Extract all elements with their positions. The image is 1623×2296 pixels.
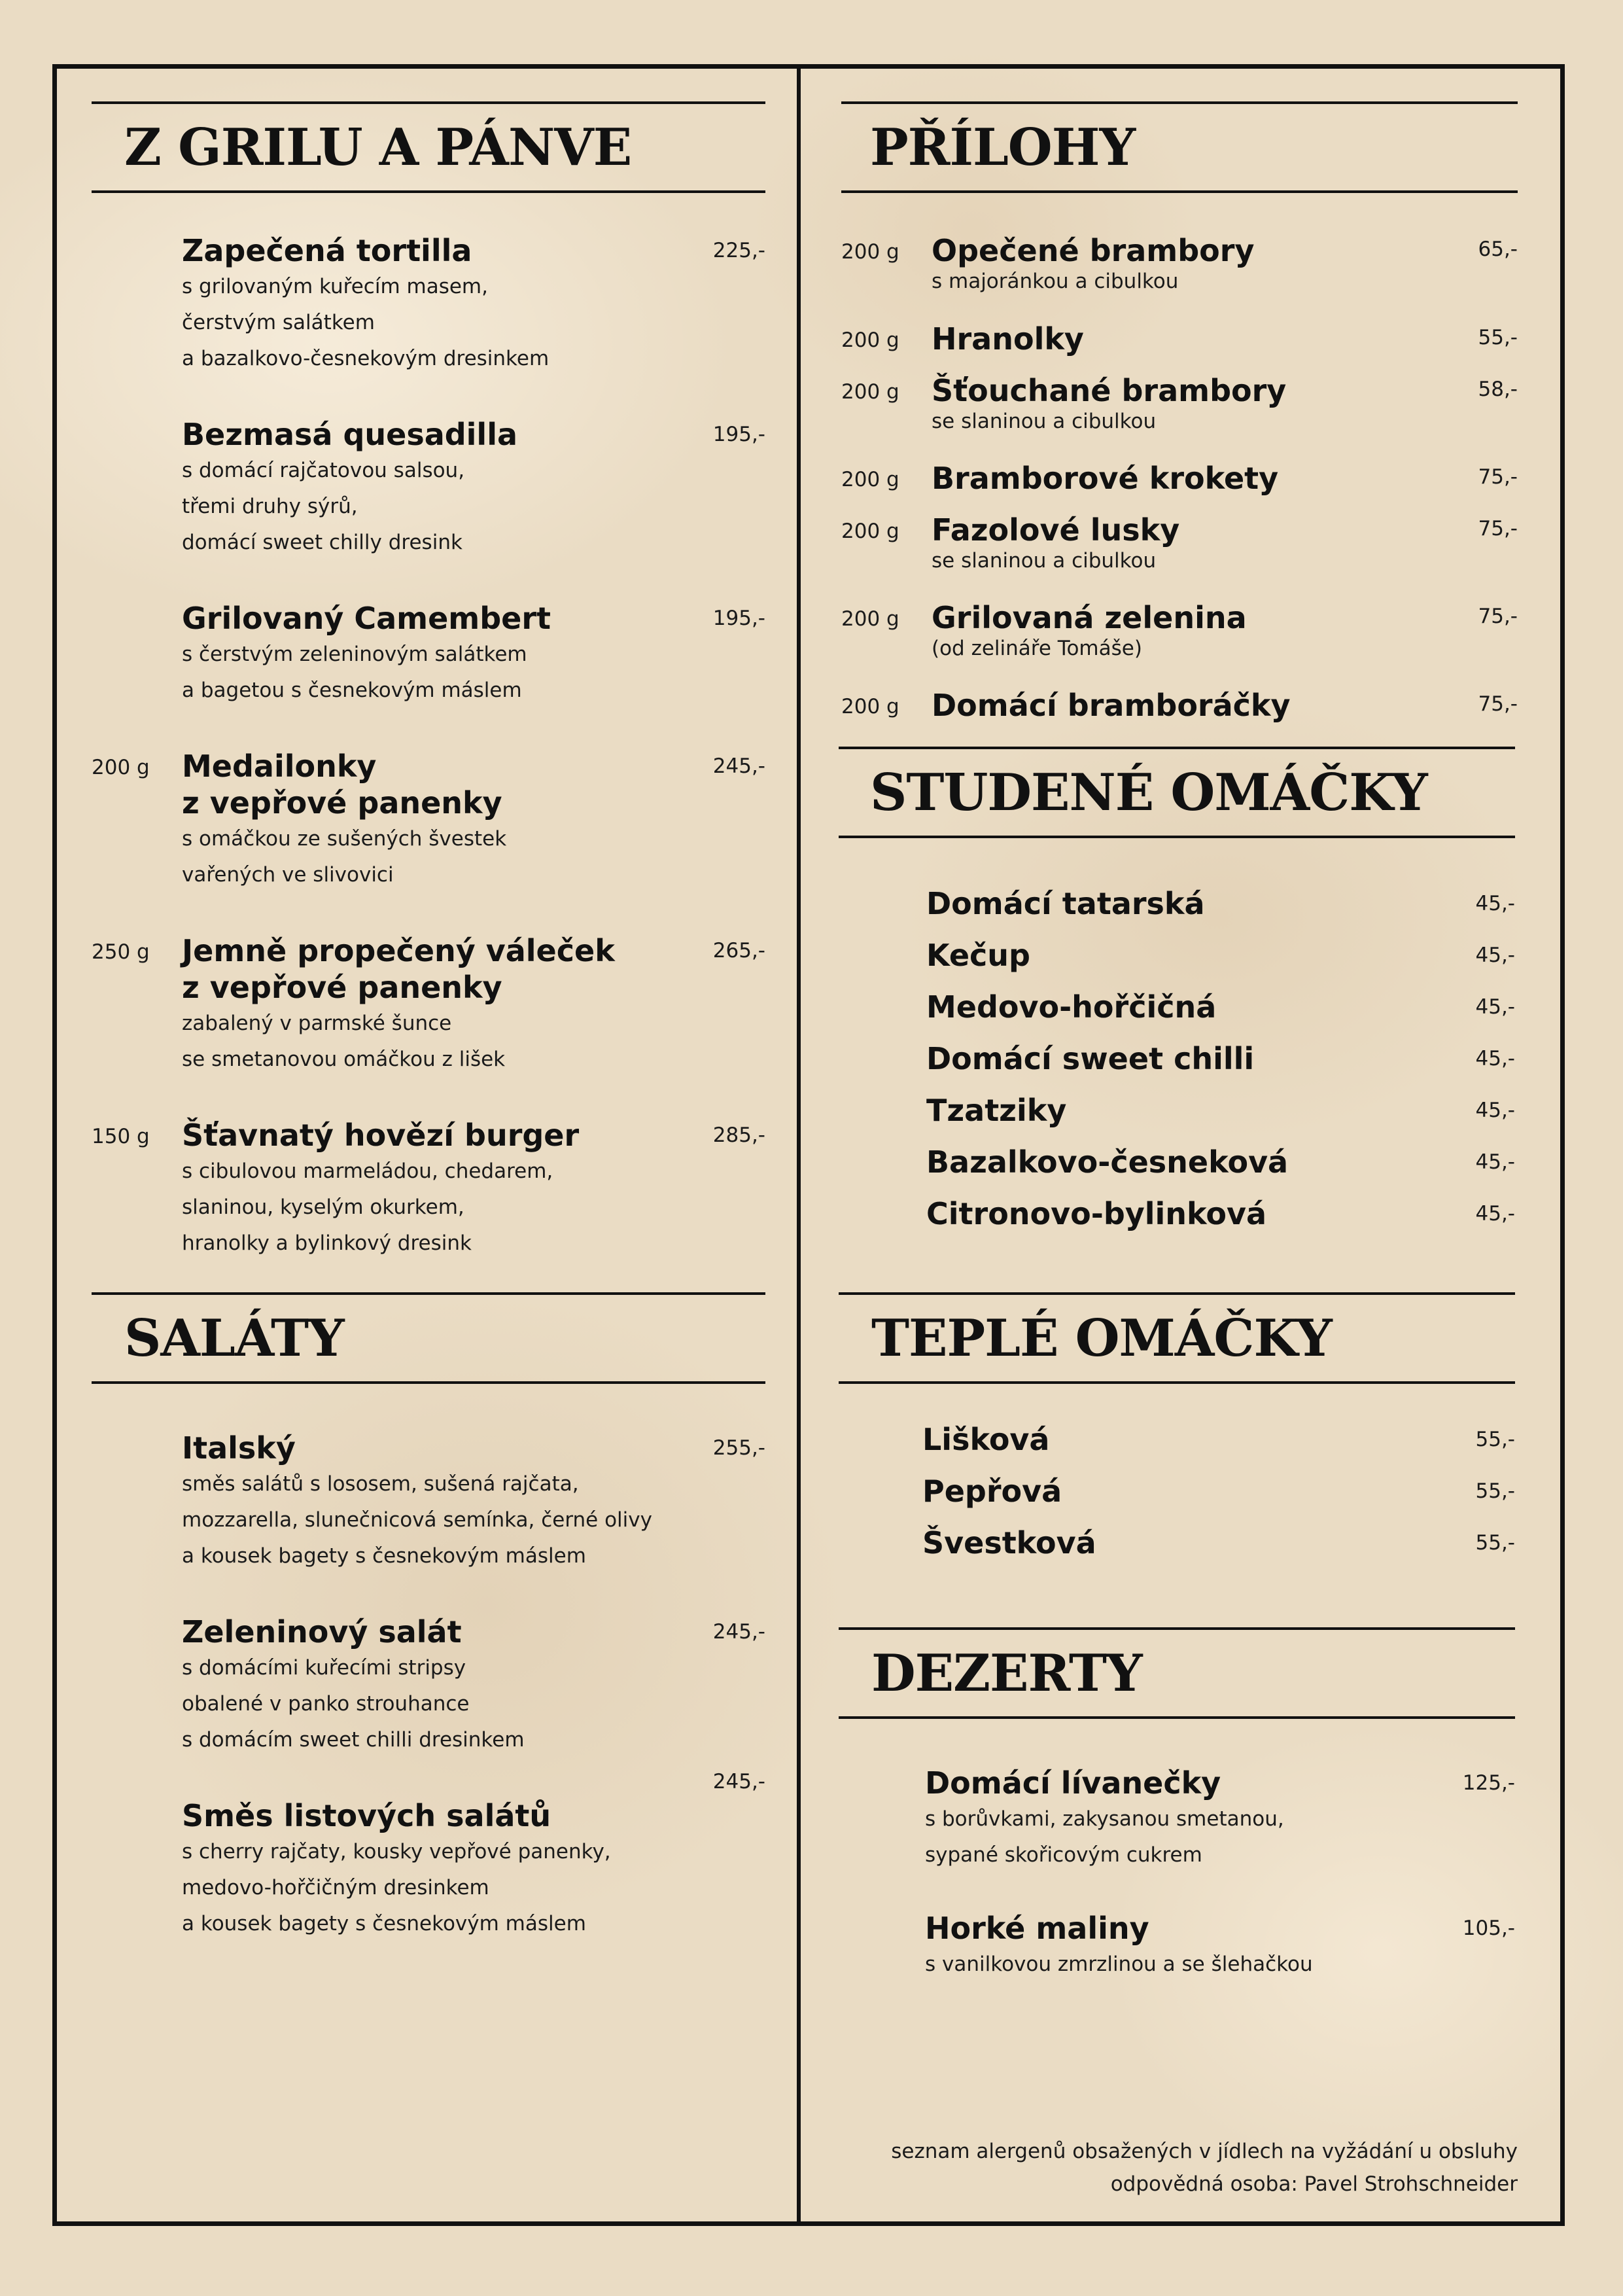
- menu-item: [92, 416, 765, 561]
- item-price: 45,-: [1475, 1202, 1515, 1226]
- item-price: 245,-: [712, 754, 765, 778]
- sauce-item: [839, 884, 1515, 936]
- item-description: s majoránkou a cibulkou: [932, 270, 1179, 293]
- menu-item: [92, 232, 765, 377]
- menu-item: [92, 1117, 765, 1262]
- item-name: Tzatziky: [926, 1093, 1067, 1128]
- section-title-sides: PŘÍLOHY: [841, 101, 1518, 193]
- section-title-cold-sauces: STUDENÉ OMÁČKY: [839, 747, 1515, 838]
- item-description: [182, 269, 705, 377]
- item-weight: 200 g: [841, 240, 899, 264]
- warm-sauces-list: [839, 1420, 1515, 1575]
- desc-line: s domácími kuřecími stripsy: [182, 1656, 466, 1680]
- desc-line: směs salátů s lososem, sušená rajčata,: [182, 1472, 579, 1496]
- item-name: Směs listových salátů: [182, 1798, 551, 1833]
- item-price: 45,-: [1475, 892, 1515, 915]
- item-name: Opečené brambory: [932, 233, 1255, 268]
- item-price: 125,-: [1462, 1771, 1515, 1795]
- desc-line: domácí sweet chilly dresink: [182, 531, 462, 554]
- item-name: Švestková: [922, 1525, 1096, 1561]
- item-price: 55,-: [1475, 1479, 1515, 1503]
- desc-line: a bagetou s česnekovým máslem: [182, 679, 522, 702]
- item-name: Italský: [182, 1430, 296, 1466]
- salads-section: [92, 1292, 765, 1981]
- item-description: [182, 637, 705, 709]
- item-name: Zeleninový salát: [182, 1614, 462, 1650]
- menu-item: [92, 1614, 765, 1758]
- grill-section: [92, 101, 765, 1301]
- item-weight: 200 g: [841, 520, 899, 543]
- item-price: 195,-: [712, 423, 765, 446]
- desc-line: s domácím sweet chilli dresinkem: [182, 1728, 525, 1752]
- desc-line: s čerstvým zeleninovým salátkem: [182, 643, 527, 666]
- item-name: Bezmasá quesadilla: [182, 417, 518, 452]
- item-price: 195,-: [712, 607, 765, 630]
- section-title-salads: SALÁTY: [92, 1292, 765, 1384]
- item-name: Domácí bramboráčky: [932, 688, 1291, 723]
- item-price: 45,-: [1475, 1047, 1515, 1070]
- sauce-item: [839, 1194, 1515, 1246]
- item-price: 285,-: [712, 1123, 765, 1147]
- cold-sauces-list: [839, 884, 1515, 1246]
- item-price: 255,-: [712, 1436, 765, 1460]
- item-description: [182, 1154, 705, 1262]
- item-weight: 150 g: [92, 1125, 150, 1148]
- item-name: Kečup: [926, 938, 1030, 973]
- sauce-item: [839, 936, 1515, 987]
- allergens-note: seznam alergenů obsažených v jídlech na vyžádání u obsluhy: [891, 2140, 1518, 2163]
- item-price: 45,-: [1475, 1150, 1515, 1174]
- item-name: Šťavnatý hovězí burger: [182, 1118, 580, 1153]
- item-price: 105,-: [1462, 1916, 1515, 1940]
- sauce-item: [839, 1523, 1515, 1575]
- desserts-list: [839, 1765, 1515, 1983]
- item-price: 65,-: [1478, 238, 1518, 261]
- desc-line: mozzarella, slunečnicová semínka, černé olivy: [182, 1508, 652, 1532]
- item-price: 45,-: [1475, 1099, 1515, 1122]
- item-price: 55,-: [1478, 326, 1518, 349]
- desc-line: s grilovaným kuřecím masem,: [182, 275, 488, 298]
- item-description: (od zelináře Tomáše): [932, 637, 1142, 660]
- item-price: 55,-: [1475, 1531, 1515, 1555]
- item-name: Jemně propečený váleček z vepřové panenky: [182, 933, 615, 1005]
- menu-item: [839, 1765, 1515, 1910]
- item-description: se slaninou a cibulkou: [932, 410, 1157, 433]
- item-name: Medovo-hořčičná: [926, 989, 1217, 1025]
- item-price: 55,-: [1475, 1428, 1515, 1451]
- column-divider: [797, 64, 801, 2226]
- item-name: Pepřová: [922, 1474, 1062, 1509]
- desc-line: s cibulovou marmeládou, chedarem,: [182, 1159, 553, 1183]
- section-title-desserts: DEZERTY: [839, 1627, 1515, 1719]
- section-title-warm-sauces: TEPLÉ OMÁČKY: [839, 1292, 1515, 1384]
- desc-line: třemi druhy sýrů,: [182, 495, 358, 518]
- desc-line: hranolky a bylinkový dresink: [182, 1231, 472, 1255]
- item-price: 45,-: [1475, 944, 1515, 967]
- menu-item: [841, 512, 1518, 599]
- desc-line: čerstvým salátkem: [182, 311, 375, 334]
- menu-item: [92, 748, 765, 893]
- desc-line: zabalený v parmské šunce: [182, 1012, 452, 1035]
- sauce-item: [839, 1091, 1515, 1142]
- menu-item: [92, 1430, 765, 1574]
- menu-item: [841, 599, 1518, 687]
- item-price: 75,-: [1478, 692, 1518, 716]
- item-price: 75,-: [1478, 517, 1518, 540]
- cold-sauces-section: [839, 747, 1515, 1246]
- item-price: 265,-: [712, 939, 765, 963]
- sauce-item: [839, 1420, 1515, 1472]
- desc-line: medovo-hořčičným dresinkem: [182, 1876, 489, 1899]
- menu-item: [841, 232, 1518, 321]
- item-description: [925, 1947, 1515, 1983]
- desc-line: a kousek bagety s česnekovým máslem: [182, 1912, 586, 1935]
- item-description: [182, 1466, 771, 1574]
- sauce-item: [839, 987, 1515, 1039]
- desserts-section: [839, 1627, 1515, 1983]
- item-description: [182, 1006, 705, 1078]
- item-price: 75,-: [1478, 605, 1518, 628]
- desc-line: s cherry rajčaty, kousky vepřové panenky,: [182, 1840, 611, 1863]
- item-name: Horké maliny: [925, 1911, 1149, 1946]
- item-weight: 200 g: [841, 468, 899, 491]
- grill-list: [92, 232, 765, 1262]
- sauce-item: [839, 1472, 1515, 1523]
- menu-item: [92, 600, 765, 709]
- item-weight: 250 g: [92, 940, 150, 964]
- item-name: Medailonky z vepřové panenky: [182, 749, 502, 821]
- sauce-item: [839, 1142, 1515, 1194]
- item-weight: 200 g: [841, 695, 899, 718]
- desc-line: se smetanovou omáčkou z lišek: [182, 1048, 506, 1071]
- item-price: 45,-: [1475, 995, 1515, 1019]
- item-description: [182, 821, 705, 893]
- menu-item: [841, 372, 1518, 460]
- desc-line: obalené v panko strouhance: [182, 1692, 470, 1716]
- salads-list: [92, 1430, 765, 1942]
- item-name: Domácí lívanečky: [925, 1765, 1221, 1801]
- item-description: [182, 453, 705, 561]
- item-name: Fazolové lusky: [932, 512, 1180, 548]
- menu-item: [92, 1770, 765, 1942]
- desc-line: sypané skořicovým cukrem: [925, 1843, 1202, 1867]
- item-weight: 200 g: [841, 380, 899, 404]
- item-weight: 200 g: [92, 756, 150, 779]
- item-name: Zapečená tortilla: [182, 233, 472, 268]
- item-name: Grilovaný Camembert: [182, 601, 551, 636]
- desc-line: s borůvkami, zakysanou smetanou,: [925, 1807, 1284, 1831]
- item-price: 225,-: [712, 239, 765, 262]
- item-name: Bramborové krokety: [932, 461, 1279, 496]
- desc-line: a bazalkovo-česnekovým dresinkem: [182, 347, 550, 370]
- item-name: Lišková: [922, 1422, 1050, 1457]
- item-price: 245,-: [712, 1620, 765, 1644]
- responsible-person: odpovědná osoba: Pavel Strohschneider: [1110, 2172, 1518, 2196]
- item-price: 245,-: [712, 1770, 765, 1793]
- item-name: Grilovaná zelenina: [932, 600, 1247, 635]
- item-name: Hranolky: [932, 321, 1084, 357]
- section-title-grill: Z GRILU A PÁNVE: [92, 101, 765, 193]
- menu-item: [839, 1910, 1515, 1983]
- item-weight: 200 g: [841, 607, 899, 631]
- item-name: Citronovo-bylinková: [926, 1196, 1267, 1231]
- item-description: [182, 1650, 705, 1758]
- item-name: Bazalkovo-česneková: [926, 1144, 1289, 1180]
- desc-line: a kousek bagety s česnekovým máslem: [182, 1544, 586, 1568]
- sides-list: [841, 232, 1518, 726]
- item-name: Domácí sweet chilli: [926, 1041, 1255, 1076]
- item-description: [925, 1801, 1515, 1873]
- footer-note: [891, 2135, 1518, 2200]
- warm-sauces-section: [839, 1292, 1515, 1575]
- item-price: 58,-: [1478, 378, 1518, 401]
- menu-item: [841, 687, 1518, 726]
- desc-line: s vanilkovou zmrzlinou a se šlehačkou: [925, 1952, 1313, 1976]
- item-price: 75,-: [1478, 465, 1518, 489]
- menu-item: [841, 321, 1518, 372]
- sides-section: [841, 101, 1518, 726]
- menu-item: [92, 932, 765, 1078]
- desc-line: vařených ve slivovici: [182, 863, 394, 887]
- item-description: [182, 1834, 705, 1942]
- menu-item: [841, 460, 1518, 512]
- item-description: se slaninou a cibulkou: [932, 549, 1157, 573]
- desc-line: s omáčkou ze sušených švestek: [182, 827, 507, 851]
- sauce-item: [839, 1039, 1515, 1091]
- desc-line: slaninou, kyselým okurkem,: [182, 1195, 464, 1219]
- item-name: Domácí tatarská: [926, 886, 1205, 921]
- item-weight: 200 g: [841, 328, 899, 352]
- desc-line: s domácí rajčatovou salsou,: [182, 459, 465, 482]
- item-name: Šťouchané brambory: [932, 373, 1287, 408]
